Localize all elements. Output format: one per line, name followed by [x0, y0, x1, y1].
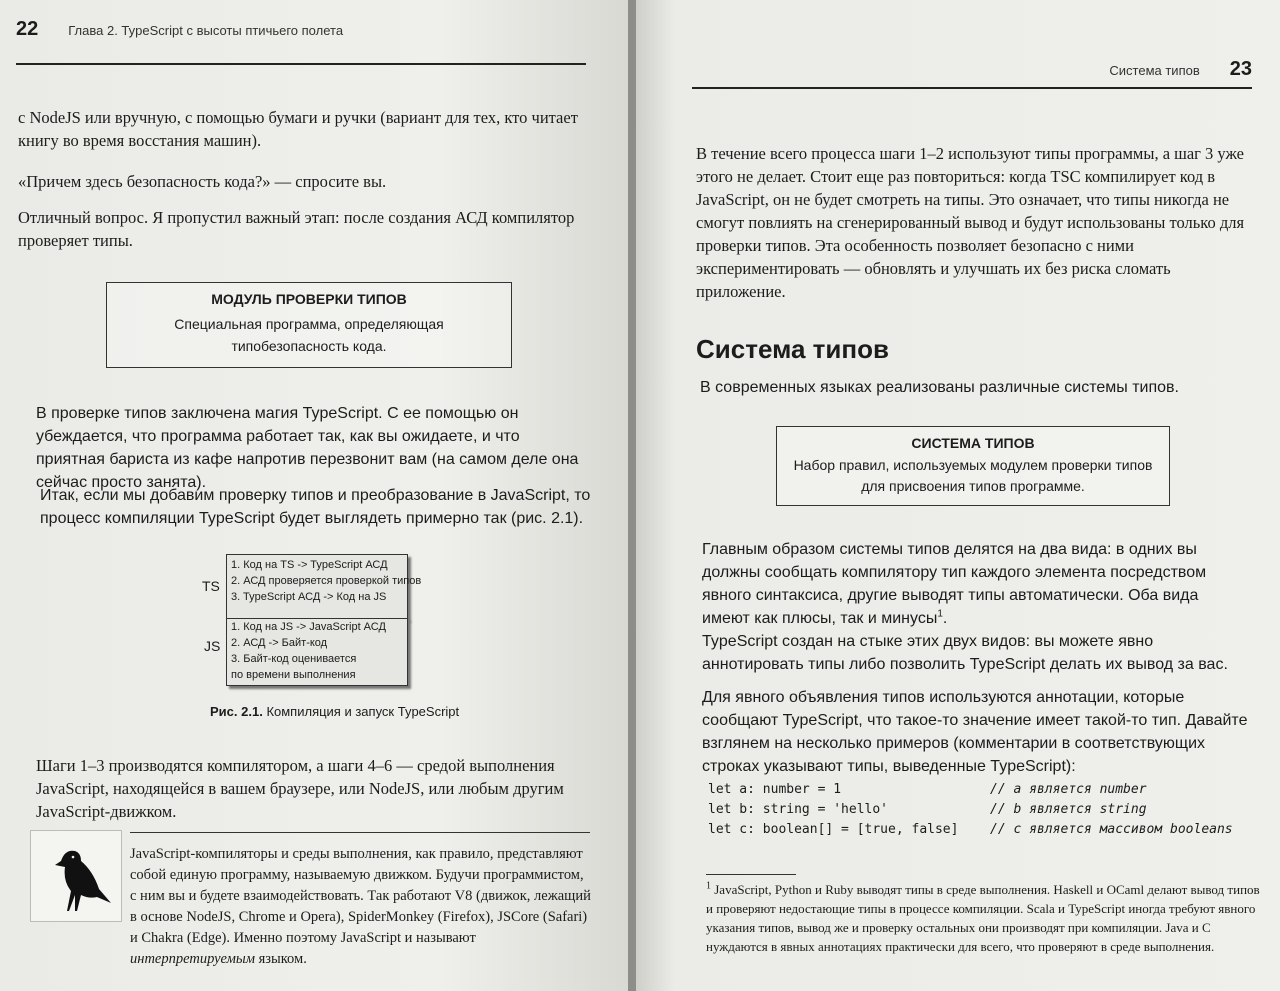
book-gutter: [628, 0, 636, 991]
js-step: 2. АСД -> Байт-код: [231, 637, 328, 649]
code-comment: // b является string: [990, 802, 1147, 817]
right-section-title: Система типов: [1109, 63, 1200, 78]
section-heading: Система типов: [696, 334, 889, 364]
right-paragraph-3-text: Главным образом системы типов делятся на два вида: в одних вы должны сообщать компилятору тип каждого элемента посредством явного синтаксиса, другие выводят типы автоматически. Оба вида имеют как плюсы, так и минусы: [702, 541, 1207, 627]
ts-steps-box: [226, 554, 422, 620]
left-chapter-title: Глава 2. TypeScript с высоты птичьего полета: [68, 23, 344, 38]
typechecker-definition-box: [106, 282, 512, 368]
code-line: [708, 820, 1233, 840]
right-running-head: [692, 58, 1252, 89]
footnote: [706, 880, 1266, 956]
right-paragraph-5: Для явного объявления типов используются аннотации, которые сообщают TypeScript, что такое-то значение имеет такой-то тип. Давайте взглянем на несколько примеров (комментарии в соответствующих строках указывают типы, выведенные TypeScript):: [702, 689, 1248, 775]
left-page: [0, 0, 628, 991]
ts-label: TS: [202, 578, 220, 594]
left-paragraph-2: «Причем здесь безопасность кода?» — спросите вы.: [18, 172, 387, 191]
right-paragraph-4: TypeScript создан на стыке этих двух видов: вы можете явно аннотировать типы либо позволить TypeScript делать их вывод за вас.: [702, 633, 1228, 673]
code-block: [708, 780, 1233, 840]
figure-caption: [210, 704, 459, 719]
definition-title: МОДУЛЬ ПРОВЕРКИ ТИПОВ: [211, 291, 407, 307]
footnote-divider: [706, 874, 796, 875]
raven-icon: [30, 830, 122, 922]
code-statement: let c: boolean[] = [true, false]: [708, 822, 959, 837]
left-paragraph-6: Шаги 1–3 производятся компилятором, а шаги 4–6 — средой выполнения JavaScript, находящейся в вашем браузере, или NodeJS, или любым другим JavaScript-движком.: [36, 756, 564, 821]
engine-note-end: языком.: [254, 951, 307, 967]
js-steps-box: [226, 618, 408, 686]
left-paragraph-4: В проверке типов заключена магия TypeScript. С ее помощью он убеждается, что программа работает так, как вы ожидаете, и что приятная бариста из кафе напротив перезвонит вам (на самом деле она сейчас просто занята).: [36, 405, 579, 491]
engine-note-emphasis: интерпретируемым: [130, 951, 255, 967]
note-divider: [130, 832, 590, 833]
footnote-mark: 1: [706, 880, 711, 892]
left-paragraph-3: Отличный вопрос. Я пропустил важный этап: после создания АСД компилятор проверяет типы.: [18, 208, 575, 250]
left-page-number: 22: [16, 18, 39, 40]
right-paragraph-3-end: .: [942, 610, 948, 627]
right-page-number: 23: [1229, 58, 1252, 80]
ts-step: 1. Код на TS -> TypeScript АСД: [231, 559, 388, 571]
definition-title: СИСТЕМА ТИПОВ: [911, 435, 1035, 451]
definition-text: Специальная программа, определяющая типобезопасность кода.: [174, 316, 444, 354]
engine-note: [130, 844, 592, 970]
js-label: JS: [204, 638, 221, 654]
right-page: [636, 0, 1280, 991]
code-line: [708, 800, 1233, 820]
right-paragraph-1: В течение всего процесса шаги 1–2 используют типы программы, а шаг 3 уже этого не делает. Стоит еще раз повториться: когда TSC компилирует код в JavaScript, он не будет смотреть на типы. Это означает, что типы никогда не смогут повлиять на сгенерированный вывод и будут использованы только для проверки типов. Эта особенность позволяет безопасно с ними экспериментировать — обновлять и улучшать их без риска сломать приложение.: [696, 144, 1245, 301]
left-running-head: [16, 18, 586, 65]
code-comment: // c является массивом booleans: [990, 822, 1233, 837]
left-paragraph-5: Итак, если мы добавим проверку типов и преобразование в JavaScript, то процесс компиляции TypeScript будет выглядеть примерно так (рис. 2.1).: [40, 487, 591, 527]
engine-note-text: JavaScript-компиляторы и среды выполнения, как правило, представляют собой единую программу, называемую движком. Будучи программистом, с ним вы и будете взаимодействовать. Так работают V8 (движок, лежащий в основе NodeJS, Chrome и Opera), SpiderMonkey (Firefox), JSCore (Safari) и Chakra (Edge). Именно поэтому JavaScript и называют: [130, 846, 591, 946]
type-system-definition-box: [776, 426, 1170, 506]
right-paragraph-2: В современных языках реализованы различные системы типов.: [700, 379, 1179, 396]
ts-step: 2. АСД проверяется проверкой типов: [231, 575, 422, 587]
right-paragraph-3: [702, 538, 1250, 630]
footnote-ref: 1: [937, 608, 943, 620]
js-step: 1. Код на JS -> JavaScript АСД: [231, 621, 386, 633]
footnote-text: JavaScript, Python и Ruby выводят типы в среде выполнения. Haskell и OCaml делают вывод типов и проверяют недостающие типы в процессе компиляции. Scala и TypeScript иногда требуют явного указания типов, вывод же и проверку остальных они производят при компиляции. Java и C нуждаются в явных аннотациях практически для всего, что проверяют в среде выполнения.: [706, 882, 1260, 954]
js-step: 3. Байт-код оценивается: [231, 653, 357, 665]
code-statement: let a: number = 1: [708, 782, 842, 797]
code-line: [708, 780, 1233, 800]
caption-text: Компиляция и запуск TypeScript: [266, 704, 460, 719]
caption-label: Рис. 2.1.: [210, 704, 263, 719]
ts-step: 3. TypeScript АСД -> Код на JS: [231, 591, 387, 603]
definition-text: Набор правил, используемых модулем проверки типов для присвоения типов программе.: [793, 457, 1153, 494]
js-step: по времени выполнения: [231, 669, 356, 681]
code-comment: // a является number: [990, 782, 1147, 797]
left-paragraph-1: с NodeJS или вручную, с помощью бумаги и ручки (вариант для тех, кто читает книгу во время восстания машин).: [18, 108, 578, 150]
code-statement: let b: string = 'hello': [708, 802, 889, 817]
